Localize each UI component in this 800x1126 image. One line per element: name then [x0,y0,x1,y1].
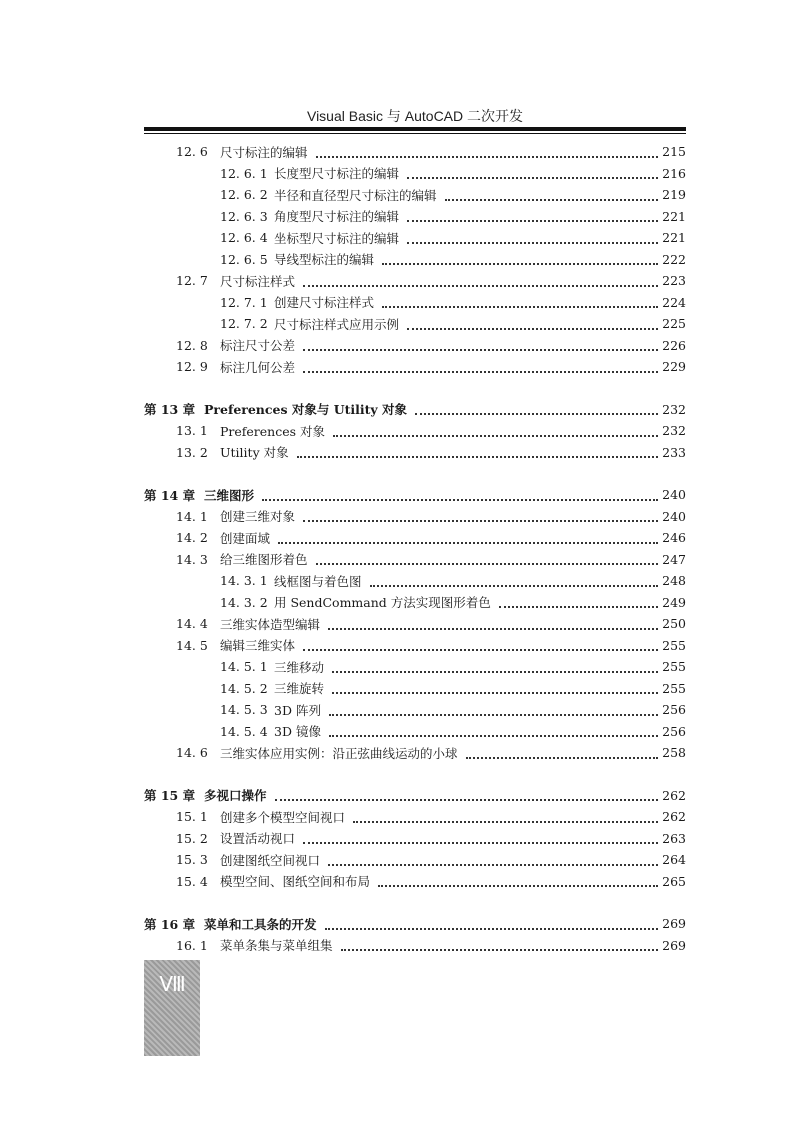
header-rule-thin [144,133,686,134]
toc-section-entry[interactable] [144,356,686,378]
toc-entry-title: 创建尺寸标注样式 [274,295,375,311]
toc-subsection-entry[interactable] [144,249,686,271]
toc-entry-page: 247 [662,551,686,567]
toc-dot-leader [328,616,658,630]
toc-entry-page: 255 [662,680,686,696]
toc-entry-page: 216 [662,165,686,181]
toc-dot-leader [333,423,658,437]
toc-dot-leader [303,359,658,373]
toc-gap [144,764,686,785]
toc-subsection-entry[interactable] [144,721,686,743]
toc-chapter-entry[interactable] [144,399,686,421]
toc-section-entry[interactable] [144,613,686,635]
toc-dot-leader [303,337,658,351]
toc-entry-title: 菜单和工具条的开发 [204,916,317,932]
toc-section-entry[interactable] [144,828,686,850]
toc-entry-page: 255 [662,659,686,675]
toc-entry-number: 第 16 章 [144,916,196,932]
toc-entry-page: 262 [662,809,686,825]
toc-entry-page: 232 [662,401,686,417]
toc-dot-leader [303,637,658,651]
toc-entry-page: 221 [662,208,686,224]
toc-entry-page: 265 [662,873,686,889]
toc-entry-title: Preferences 对象与 Utility 对象 [204,402,408,418]
toc-entry-number: 12. 6. 2 [220,187,268,203]
toc-entry-page: 255 [662,637,686,653]
toc-entry-page: 221 [662,230,686,246]
toc-entry-number: 第 13 章 [144,402,196,418]
toc-entry-number: 12. 7 [176,273,208,289]
toc-dot-leader [316,551,659,565]
toc-dot-leader [382,251,658,265]
toc-entry-page: 262 [662,787,686,803]
toc-dot-leader [407,230,658,244]
toc-entry-page: 258 [662,745,686,761]
toc-subsection-entry[interactable] [144,699,686,721]
toc-entry-title: 创建图纸空间视口 [220,852,321,868]
toc-entry-number: 14. 3 [176,551,208,567]
page-number-tab [144,960,200,1056]
toc-subsection-entry[interactable] [144,313,686,335]
toc-entry-number: 12. 8 [176,337,208,353]
toc-dot-leader [370,573,659,587]
toc-entry-page: 233 [662,444,686,460]
toc-dot-leader [382,294,658,308]
toc-subsection-entry[interactable] [144,206,686,228]
toc-dot-leader [275,787,659,801]
toc-entry-number: 12. 6 [176,144,208,160]
toc-entry-number: 14. 4 [176,616,208,632]
toc-dot-leader [407,165,658,179]
toc-entry-number: 12. 6. 5 [220,251,268,267]
toc-dot-leader [262,487,658,501]
toc-section-entry[interactable] [144,935,686,957]
toc-entry-title: 线框图与着色图 [274,573,362,589]
toc-entry-page: 256 [662,723,686,739]
toc-dot-leader [328,852,658,866]
toc-entry-title: 标注几何公差 [220,359,296,375]
toc-dot-leader [466,745,659,759]
toc-dot-leader [332,680,658,694]
toc-entry-title: 角度型尺寸标注的编辑 [274,209,400,225]
toc-entry-number: 12. 6. 3 [220,208,268,224]
toc-subsection-entry[interactable] [144,227,686,249]
toc-dot-leader [329,702,658,716]
toc-subsection-entry[interactable] [144,292,686,314]
toc-entry-page: 246 [662,530,686,546]
toc-section-entry[interactable] [144,742,686,764]
toc-section-entry[interactable] [144,549,686,571]
toc-entry-title: 坐标型尺寸标注的编辑 [274,230,400,246]
toc-entry-title: 三维旋转 [274,681,325,697]
toc-section-entry[interactable] [144,635,686,657]
toc-dot-leader [303,830,658,844]
toc-dot-leader [278,530,658,544]
toc-entry-title: 创建三维对象 [220,509,296,525]
toc-entry-number: 12. 6. 4 [220,230,268,246]
toc-entry-title: 三维图形 [204,487,255,503]
toc-section-entry[interactable] [144,849,686,871]
toc-entry-page: 219 [662,187,686,203]
toc-subsection-entry[interactable] [144,592,686,614]
toc-entry-number: 12. 7. 2 [220,316,268,332]
toc-entry-number: 15. 1 [176,809,208,825]
toc-entry-title: 半径和直径型尺寸标注的编辑 [274,187,437,203]
toc-subsection-entry[interactable] [144,570,686,592]
toc-entry-number: 12. 9 [176,359,208,375]
toc-entry-page: 229 [662,359,686,375]
table-of-contents [144,141,686,956]
running-header: Visual Basic 与 AutoCAD 二次开发 [306,108,524,124]
toc-entry-page: 224 [662,294,686,310]
toc-entry-title: 菜单条集与菜单组集 [220,938,333,954]
toc-entry-number: 14. 1 [176,508,208,524]
toc-entry-number: 14. 5. 3 [220,702,268,718]
toc-dot-leader [329,723,658,737]
toc-dot-leader [316,144,659,158]
toc-entry-title: 导线型标注的编辑 [274,252,375,268]
toc-section-entry[interactable] [144,270,686,292]
toc-entry-title: 3D 镜像 [274,724,321,740]
toc-section-entry[interactable] [144,506,686,528]
toc-section-entry[interactable] [144,442,686,464]
toc-entry-title: 创建多个模型空间视口 [220,809,346,825]
toc-dot-leader [353,809,658,823]
toc-entry-page: 223 [662,273,686,289]
toc-entry-page: 269 [662,937,686,953]
toc-entry-number: 14. 5. 2 [220,680,268,696]
toc-section-entry[interactable] [144,806,686,828]
toc-dot-leader [407,208,658,222]
toc-entry-page: 250 [662,616,686,632]
toc-entry-title: 三维移动 [274,659,325,675]
toc-entry-title: 模型空间、图纸空间和布局 [220,874,371,890]
toc-entry-title: 尺寸标注样式应用示例 [274,316,400,332]
toc-dot-leader [332,659,658,673]
toc-entry-number: 16. 1 [176,937,208,953]
toc-entry-number: 第 15 章 [144,788,196,804]
toc-chapter-entry[interactable] [144,913,686,935]
toc-entry-number: 14. 3. 2 [220,594,268,610]
toc-entry-title: 3D 阵列 [274,702,321,718]
toc-entry-title: 尺寸标注的编辑 [220,144,308,160]
toc-section-entry[interactable] [144,141,686,163]
toc-entry-number: 14. 6 [176,745,208,761]
toc-dot-leader [303,273,658,287]
toc-entry-page: 232 [662,423,686,439]
toc-section-entry[interactable] [144,335,686,357]
toc-dot-leader [415,401,658,415]
toc-entry-page: 263 [662,830,686,846]
toc-entry-number: 14. 5 [176,637,208,653]
toc-entry-number: 12. 7. 1 [220,294,268,310]
toc-entry-page: 248 [662,573,686,589]
toc-entry-number: 14. 2 [176,530,208,546]
toc-entry-number: 13. 2 [176,444,208,460]
toc-entry-number: 13. 1 [176,423,208,439]
toc-entry-title: 三维实体应用实例：沿正弦曲线运动的小球 [220,745,458,761]
toc-dot-leader [341,937,659,951]
toc-entry-title: Preferences 对象 [220,423,326,439]
toc-gap [144,463,686,484]
toc-subsection-entry[interactable] [144,184,686,206]
toc-entry-number: 14. 3. 1 [220,573,268,589]
toc-entry-title: 创建面域 [220,530,271,546]
toc-dot-leader [325,916,659,930]
toc-entry-page: 240 [662,487,686,503]
toc-dot-leader [445,187,659,201]
toc-subsection-entry[interactable] [144,163,686,185]
toc-gap [144,892,686,913]
toc-entry-page: 225 [662,316,686,332]
toc-dot-leader [378,873,658,887]
toc-dot-leader [499,594,658,608]
toc-dot-leader [407,316,658,330]
toc-entry-number: 15. 2 [176,830,208,846]
toc-entry-page: 240 [662,508,686,524]
toc-gap [144,378,686,399]
toc-entry-title: 三维实体造型编辑 [220,616,321,632]
toc-entry-number: 第 14 章 [144,487,196,503]
toc-entry-page: 256 [662,702,686,718]
toc-entry-number: 12. 6. 1 [220,165,268,181]
header-rule-thick [144,127,686,131]
toc-section-entry[interactable] [144,871,686,893]
toc-dot-leader [303,508,658,522]
toc-dot-leader [297,444,659,458]
toc-entry-title: 标注尺寸公差 [220,338,296,354]
toc-entry-number: 14. 5. 1 [220,659,268,675]
toc-chapter-entry[interactable] [144,785,686,807]
toc-section-entry[interactable] [144,420,686,442]
toc-entry-title: 多视口操作 [204,788,267,804]
toc-entry-number: 15. 3 [176,852,208,868]
toc-entry-title: 给三维图形着色 [220,552,308,568]
toc-entry-title: 长度型尺寸标注的编辑 [274,166,400,182]
toc-subsection-entry[interactable] [144,678,686,700]
toc-subsection-entry[interactable] [144,656,686,678]
toc-entry-page: 249 [662,594,686,610]
toc-entry-page: 222 [662,251,686,267]
toc-entry-title: 用 SendCommand 方法实现图形着色 [274,595,491,611]
toc-entry-number: 15. 4 [176,873,208,889]
toc-entry-page: 264 [662,852,686,868]
toc-entry-page: 226 [662,337,686,353]
page-number-label: Ⅷ [159,974,185,996]
toc-chapter-entry[interactable] [144,484,686,506]
toc-entry-title: Utility 对象 [220,445,289,461]
toc-entry-title: 设置活动视口 [220,831,296,847]
toc-entry-number: 14. 5. 4 [220,723,268,739]
toc-section-entry[interactable] [144,527,686,549]
toc-entry-title: 编辑三维实体 [220,638,296,654]
toc-entry-page: 269 [662,916,686,932]
toc-entry-title: 尺寸标注样式 [220,273,296,289]
toc-entry-page: 215 [662,144,686,160]
